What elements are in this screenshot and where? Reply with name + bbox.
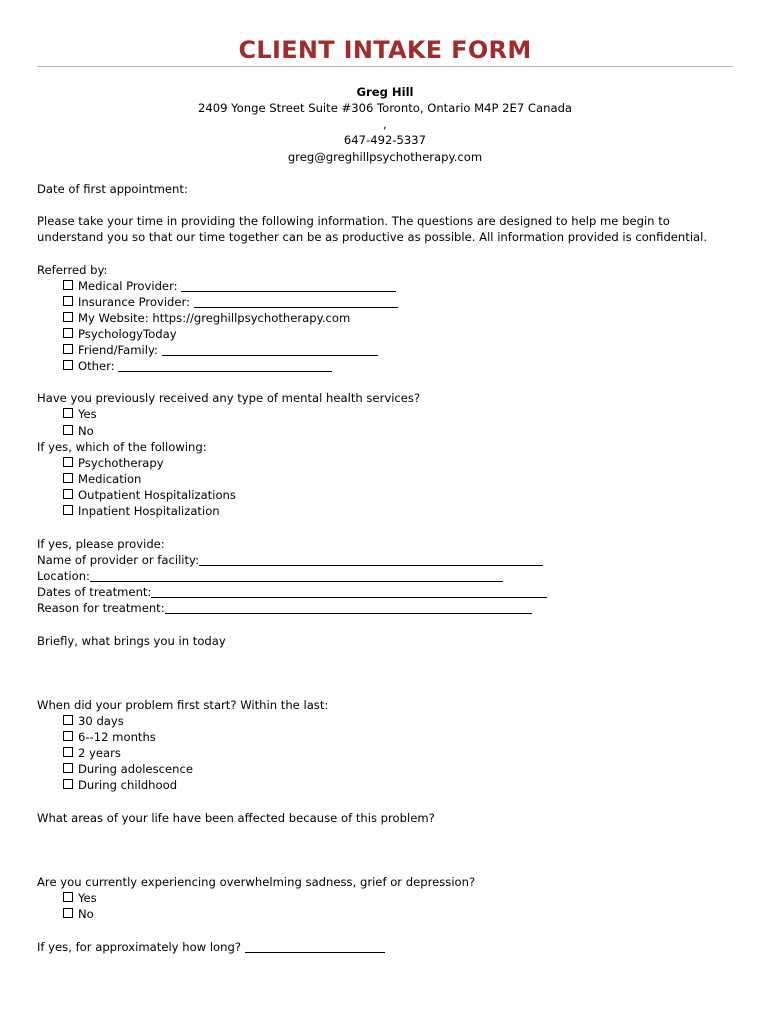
contact-address: 2409 Yonge Street Suite #306 Toronto, Ontario M4P 2E7 Canada (197, 101, 573, 115)
checkbox[interactable] (63, 344, 73, 354)
service-type-psychotherapy[interactable]: Psychotherapy (63, 455, 164, 471)
problem-start-childhood[interactable]: During childhood (63, 777, 177, 793)
checkbox[interactable] (63, 312, 73, 322)
checkbox[interactable] (63, 457, 73, 467)
service-type-inpatient[interactable]: Inpatient Hospitalization (63, 503, 220, 519)
service-type-medication[interactable]: Medication (63, 471, 141, 487)
location-field[interactable] (90, 570, 503, 582)
dates-field[interactable] (151, 586, 547, 598)
first-appointment-label: Date of first appointment: (37, 182, 188, 196)
provider-name-field[interactable] (199, 554, 543, 566)
prior-services-followup: If yes, which of the following: (37, 440, 207, 454)
reason-field[interactable] (165, 602, 532, 614)
contact-name: Greg Hill (356, 85, 414, 99)
checkbox[interactable] (63, 489, 73, 499)
service-type-outpatient[interactable]: Outpatient Hospitalizations (63, 487, 236, 503)
prior-services-question: Have you previously received any type of mental health services? (37, 391, 421, 405)
checkbox[interactable] (63, 408, 73, 418)
other-field[interactable] (118, 360, 332, 372)
checkbox[interactable] (63, 779, 73, 789)
problem-start-adolescence[interactable]: During adolescence (63, 761, 193, 777)
intro-line-1: Please take your time in providing the following information. The questions are designed to help me begin to (37, 214, 670, 228)
sadness-duration-field[interactable] (245, 941, 385, 953)
checkbox[interactable] (63, 908, 73, 918)
checkbox[interactable] (63, 425, 73, 435)
insurance-provider-field[interactable] (194, 296, 398, 308)
problem-start-question: When did your problem first start? Within the last: (37, 698, 329, 712)
contact-comma: , (383, 117, 387, 131)
referred-option-website[interactable]: My Website: https://greghillpsychotherapy.com (63, 310, 350, 326)
checkbox[interactable] (63, 763, 73, 773)
referred-option-insurance[interactable]: Insurance Provider: (63, 294, 398, 310)
checkbox[interactable] (63, 296, 73, 306)
checkbox[interactable] (63, 731, 73, 741)
referred-label: Referred by: (37, 263, 108, 277)
checkbox[interactable] (63, 360, 73, 370)
provider-name-row: Name of provider or facility: (37, 552, 543, 568)
contact-phone: 647-492-5337 (343, 133, 427, 147)
checkbox[interactable] (63, 505, 73, 515)
problem-start-6-12-months[interactable]: 6--12 months (63, 729, 156, 745)
reason-row: Reason for treatment: (37, 600, 532, 616)
referred-option-other[interactable]: Other: (63, 358, 332, 374)
dates-row: Dates of treatment: (37, 584, 547, 600)
checkbox[interactable] (63, 892, 73, 902)
location-row: Location: (37, 568, 503, 584)
checkbox[interactable] (63, 715, 73, 725)
checkbox[interactable] (63, 280, 73, 290)
sadness-yes[interactable]: Yes (63, 890, 97, 906)
contact-email: greg@greghillpsychotherapy.com (287, 150, 483, 164)
form-title: CLIENT INTAKE FORM (238, 36, 532, 64)
friend-family-field[interactable] (162, 344, 378, 356)
title-divider (37, 66, 733, 67)
sadness-question: Are you currently experiencing overwhelming sadness, grief or depression? (37, 875, 476, 889)
prior-services-no[interactable]: No (63, 423, 94, 439)
checkbox[interactable] (63, 473, 73, 483)
checkbox[interactable] (63, 328, 73, 338)
sadness-duration-row: If yes, for approximately how long? (37, 939, 385, 955)
areas-affected-question: What areas of your life have been affected because of this problem? (37, 811, 435, 825)
sadness-no[interactable]: No (63, 906, 94, 922)
referred-option-friend[interactable]: Friend/Family: (63, 342, 378, 358)
brings-you-question: Briefly, what brings you in today (37, 634, 226, 648)
provide-label: If yes, please provide: (37, 537, 165, 551)
intro-line-2: understand you so that our time together can be as productive as possible. All information provided is confidential. (37, 230, 708, 244)
problem-start-30-days[interactable]: 30 days (63, 713, 124, 729)
prior-services-yes[interactable]: Yes (63, 406, 97, 422)
medical-provider-field[interactable] (181, 280, 396, 292)
checkbox[interactable] (63, 747, 73, 757)
problem-start-2-years[interactable]: 2 years (63, 745, 121, 761)
referred-option-medical[interactable]: Medical Provider: (63, 278, 396, 294)
referred-option-psychologytoday[interactable]: PsychologyToday (63, 326, 177, 342)
